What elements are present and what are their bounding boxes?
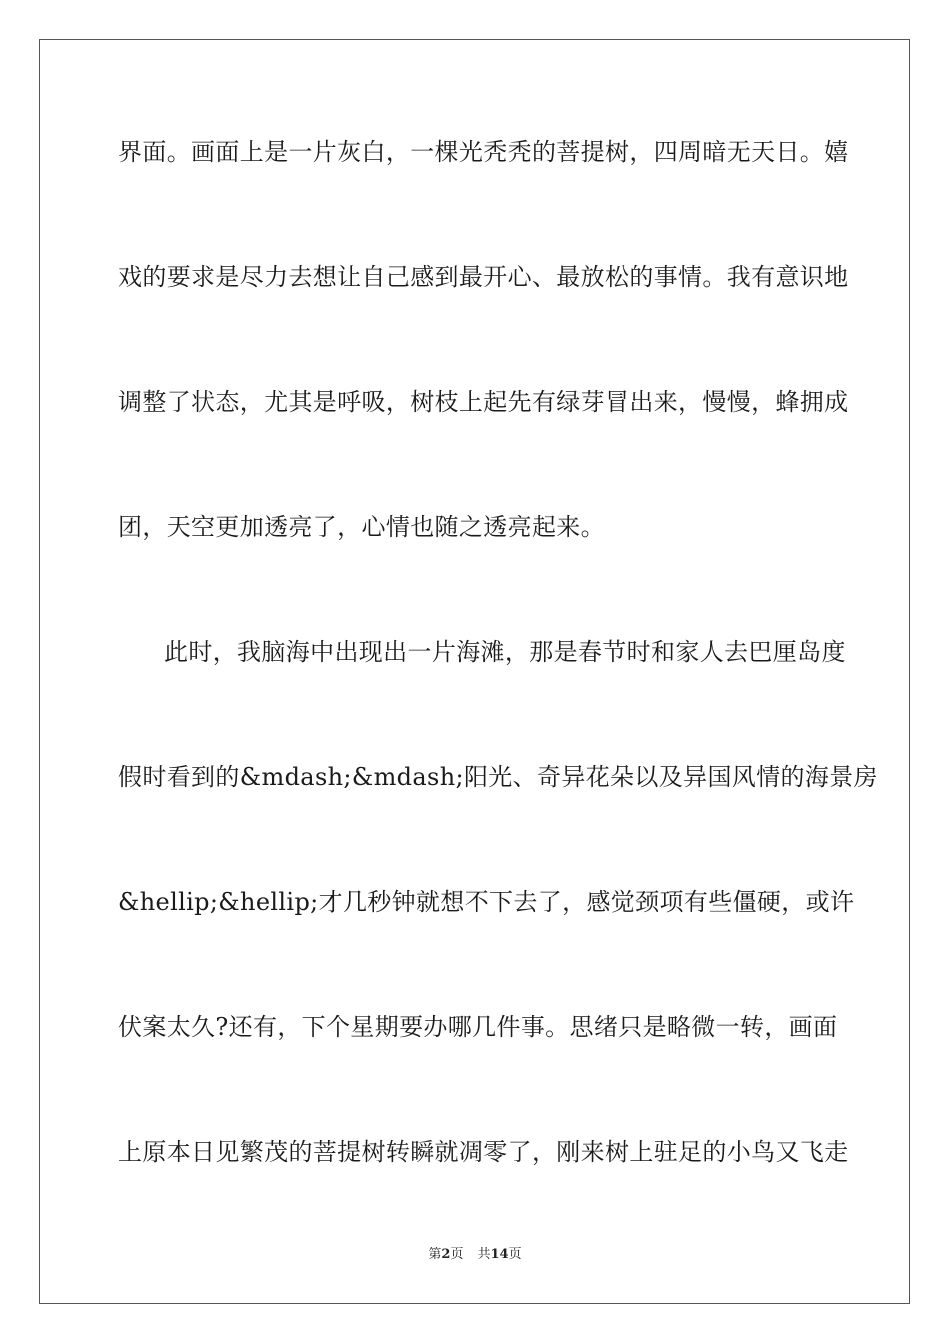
page-number: 2 — [441, 1247, 451, 1262]
text-line: 假时看到的&mdash;&mdash;阳光、奇异花朵以及异国风情的海景房 — [118, 763, 878, 791]
text-line: 界面。画面上是一片灰白，一棵光秃秃的菩提树，四周暗无天日。嬉 — [118, 138, 849, 166]
total-pages: 14 — [490, 1247, 509, 1262]
page-prefix: 第 — [428, 1247, 442, 1262]
text-line: 戏的要求是尽力去想让自己感到最开心、最放松的事情。我有意识地 — [118, 263, 849, 291]
page-footer — [0, 1246, 950, 1264]
text-line: 上原本日见繁茂的菩提树转瞬就凋零了，刚来树上驻足的小鸟又飞走 — [118, 1138, 849, 1166]
page-suffix: 页 — [450, 1247, 464, 1262]
text-line: &hellip;&hellip;才几秒钟就想不下去了，感觉颈项有些僵硬，或许 — [118, 888, 855, 916]
text-line-indented: 此时，我脑海中出现出一片海滩，那是春节时和家人去巴厘岛度 — [164, 638, 846, 666]
text-line: 调整了状态，尤其是呼吸，树枝上起先有绿芽冒出来，慢慢，蜂拥成 — [118, 388, 849, 416]
text-line: 团，天空更加透亮了，心情也随之透亮起来。 — [118, 513, 605, 541]
total-prefix: 共 — [477, 1247, 491, 1262]
total-suffix: 页 — [508, 1247, 522, 1262]
text-line: 伏案太久?还有，下个星期要办哪几件事。思绪只是略微一转，画面 — [118, 1013, 838, 1041]
page-border — [39, 39, 910, 1304]
